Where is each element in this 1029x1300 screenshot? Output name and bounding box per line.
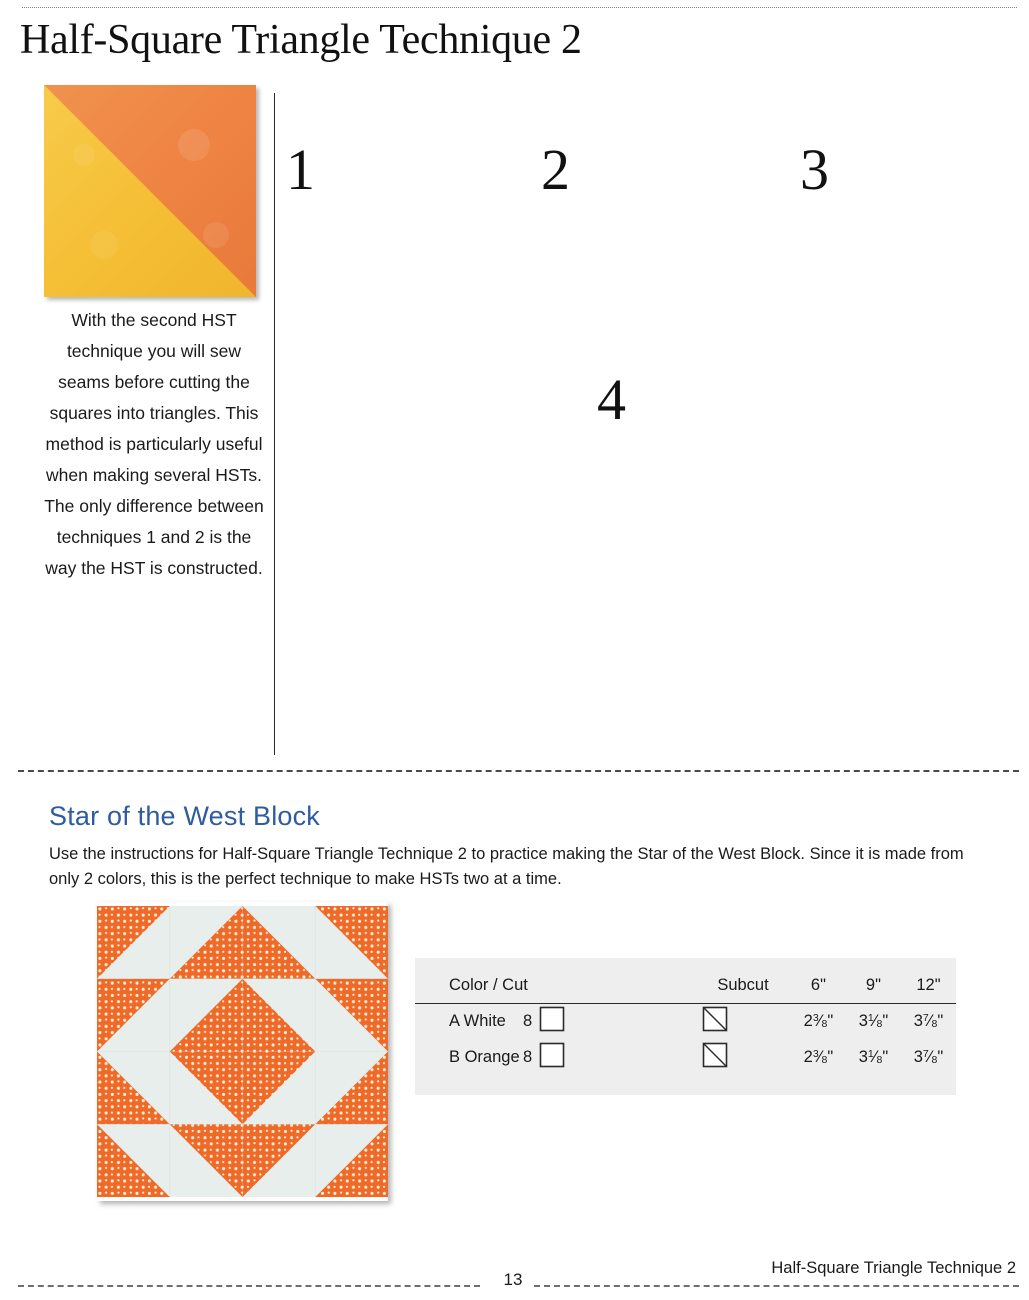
column-header-size-9: 9"	[865, 976, 881, 994]
section-divider-rule	[18, 770, 1019, 772]
page-number: 13	[503, 1270, 523, 1289]
step-number-2: 2	[541, 137, 570, 202]
square-icon	[539, 1042, 565, 1073]
cutting-chart-table	[415, 974, 956, 1076]
cell-size-9-a-white: $3^1⁄_8$"	[858, 1012, 889, 1030]
section-heading: Star of the West Block	[49, 801, 321, 831]
column-header-color-cut: Color / Cut	[449, 976, 528, 994]
square-icon	[539, 1006, 565, 1037]
table-header-row	[415, 974, 956, 1004]
footer-divider-right	[534, 1285, 1019, 1287]
square-diagonal-icon	[702, 1006, 728, 1037]
row-label-b-orange	[415, 1040, 695, 1076]
column-header-subcut: Subcut	[717, 976, 769, 994]
intro-paragraph: With the second HST technique you will sew seams before cutting the squares into triangles. This method is particularly useful when making several HSTs. The only difference between techniques 1 and 2 is the way the HST is constructed.	[44, 310, 264, 578]
cell-size-9-b-orange: $3^1⁄_8$"	[858, 1048, 889, 1066]
row-subcut-b-orange	[695, 1040, 791, 1076]
table-row	[415, 1040, 956, 1076]
half-square-triangle-sample-image	[44, 85, 256, 297]
column-header-size-12: 12"	[916, 976, 941, 994]
footer-title: Half-Square Triangle Technique 2	[771, 1259, 1016, 1277]
page-title: Half-Square Triangle Technique 2	[20, 17, 582, 63]
star-of-the-west-block-image	[97, 902, 388, 1201]
fabric-quantity: 8	[523, 1047, 533, 1066]
vertical-divider-rule	[274, 93, 275, 755]
top-divider-rule	[22, 7, 1017, 8]
step-number-4: 4	[597, 367, 626, 432]
step-number-3: 3	[800, 137, 829, 202]
cell-size-12-b-orange: $3^7⁄_8$"	[913, 1048, 944, 1066]
cutting-chart-panel	[415, 958, 956, 1095]
square-diagonal-icon	[702, 1042, 728, 1073]
cell-size-6-a-white: $2^3⁄_8$"	[803, 1012, 834, 1030]
fabric-quantity: 8	[523, 1011, 533, 1030]
row-label-a-white	[415, 1004, 695, 1041]
table-row	[415, 1004, 956, 1041]
footer-divider-left	[18, 1285, 480, 1287]
cell-size-12-a-white: $3^7⁄_8$"	[913, 1012, 944, 1030]
step-number-1: 1	[286, 137, 315, 202]
section-paragraph: Use the instructions for Half-Square Triangle Technique 2 to practice making the Star of the West Block. Since it is made from only 2 colors, this is the perfect technique to make HSTs two at a time.	[49, 845, 964, 888]
column-header-size-6: 6"	[810, 976, 826, 994]
fabric-name: A White	[449, 1011, 506, 1030]
cell-size-6-b-orange: $2^3⁄_8$"	[803, 1048, 834, 1066]
row-subcut-a-white	[695, 1004, 791, 1041]
fabric-name: B Orange	[449, 1047, 520, 1066]
